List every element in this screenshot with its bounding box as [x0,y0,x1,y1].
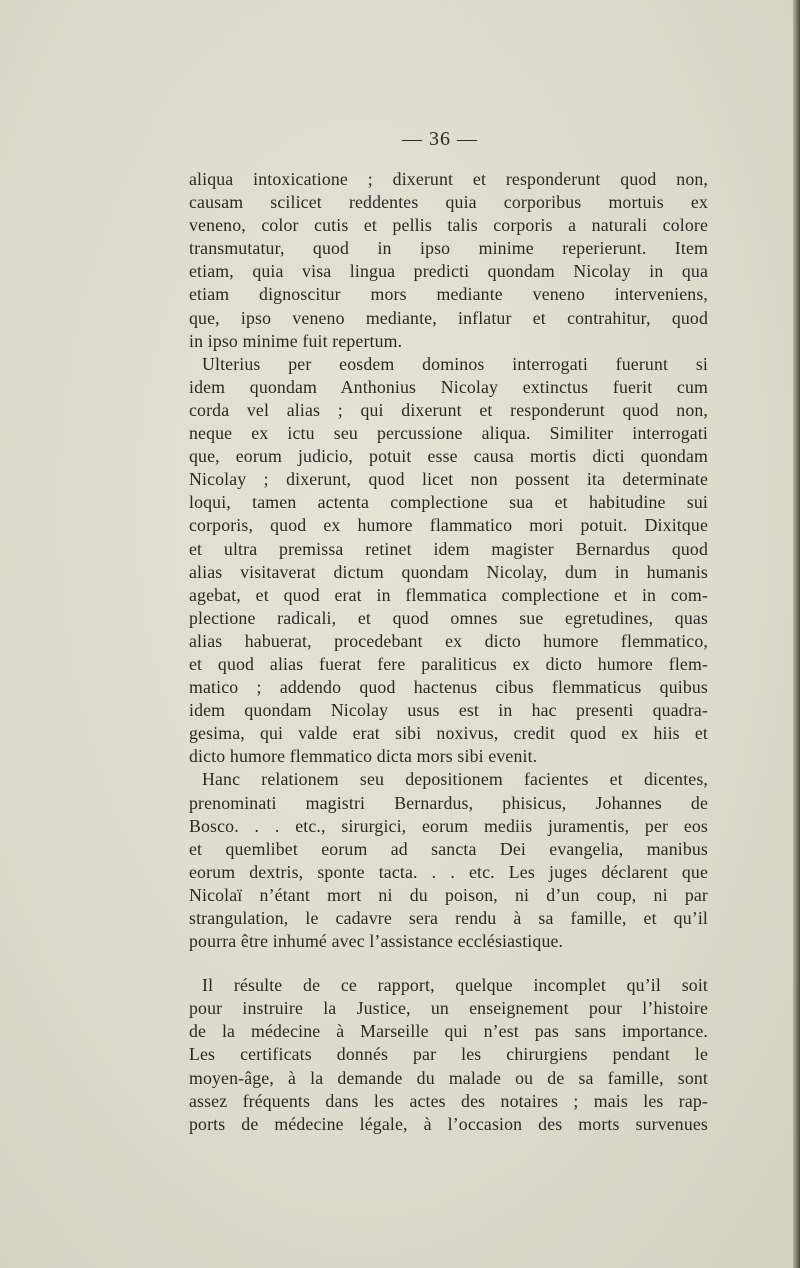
text-line: de la médecine à Marseille qui n’est pas sans importance. [189,1021,708,1042]
text-line: assez fréquents dans les actes des notaires ; mais les rap- [189,1090,708,1111]
text-line: Il résulte de ce rapport, quelque incomplet qu’il soit [202,975,708,996]
paragraph-gap [189,953,708,974]
text-line: veneno, color cutis et pellis talis corporis a naturali colore [189,215,708,236]
text-line: que, eorum judicio, potuit esse causa mortis dicti quondam [189,446,708,467]
text-line: corporis, quod ex humore flammatico mori potuit. Dixitque [189,515,708,536]
text-line: et ultra premissa retinet idem magister Bernardus quod [189,538,708,559]
text-line: matico ; addendo quod hactenus cibus flemmaticus quibus [189,677,708,698]
text-line: prenominati magistri Bernardus, phisicus, Johannes de [189,792,708,813]
text-line: pourra être inhumé avec l’assistance ecclésiastique. [189,931,564,952]
text-line: alias habuerat, procedebant ex dicto humore flemmatico, [189,630,708,651]
text-line: plectione radicali, et quod omnes sue egretudines, quas [189,607,708,628]
text-line: causam scilicet reddentes quia corporibus mortuis ex [189,192,708,213]
text-line: transmutatur, quod in ipso minime reperierunt. Item [189,238,708,259]
text-line: et quod alias fuerat fere paraliticus ex dicto humore flem- [189,653,708,674]
text-line: neque ex ictu seu percussione aliqua. Similiter interrogati [189,423,708,444]
text-line: idem quondam Anthonius Nicolay extinctus fuerit cum [189,376,708,397]
text-line: Hanc relationem seu depositionem facientes et dicentes, [202,769,708,790]
text-line: que, ipso veneno mediante, inflatur et contrahitur, quod [189,307,708,328]
paragraph [189,768,708,953]
text-line: Les certificats donnés par les chirurgiens pendant le [189,1044,708,1065]
body-text [189,168,708,1136]
paragraph [189,353,708,769]
text-line: loqui, tamen actenta complectione sua et habitudine sui [189,492,708,513]
text-line: idem quondam Nicolay usus est in hac presenti quadra- [189,700,708,721]
text-line: ports de médecine légale, à l’occasion des morts survenues [189,1113,708,1134]
paragraph [189,168,708,353]
text-line: alias visitaverat dictum quondam Nicolay, dum in humanis [189,561,708,582]
text-line: etiam dignoscitur mors mediante veneno interveniens, [189,284,708,305]
text-line: dicto humore flemmatico dicta mors sibi evenit. [189,746,538,767]
paragraph [189,974,708,1136]
text-line: Nicolay ; dixerunt, quod licet non possent ita determinate [189,469,708,490]
text-line: corda vel alias ; qui dixerunt et responderunt quod non, [189,399,708,420]
text-line: et quemlibet eorum ad sancta Dei evangelia, manibus [189,838,708,859]
text-line: aliqua intoxicatione ; dixerunt et responderunt quod non, [189,169,708,189]
text-line: moyen-âge, à la demande du malade ou de sa famille, sont [189,1067,708,1088]
text-line: Nicolaï n’étant mort ni du poison, ni d’un coup, ni par [189,884,708,905]
text-line: gesima, qui valde erat sibi noxivus, credit quod ex hiis et [189,723,708,744]
text-line: Bosco. . . etc., sirurgici, eorum mediis juramentis, per eos [189,815,708,836]
text-line: etiam, quia visa lingua predicti quondam Nicolay in qua [189,261,708,282]
text-line: pour instruire la Justice, un enseignement pour l’histoire [189,998,708,1019]
text-line: Ulterius per eosdem dominos interrogati fuerunt si [202,353,708,374]
page-number: — 36 — [402,128,478,150]
text-line: eorum dextris, sponte tacta. . . etc. Les juges déclarent que [189,861,708,882]
text-line: strangulation, le cadavre sera rendu à sa famille, et qu’il [189,908,708,928]
text-line: agebat, et quod erat in flemmatica complectione et in com- [189,584,708,605]
text-line: in ipso minime fuit repertum. [189,330,403,351]
page-edge-shadow [793,0,800,1268]
